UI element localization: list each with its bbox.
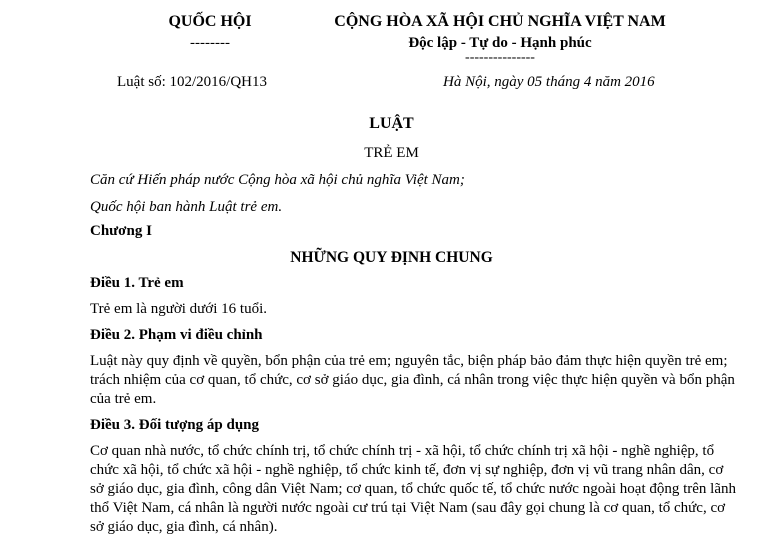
article-title: Điều 1. Trẻ em — [90, 275, 184, 291]
law-number: Luật số: 102/2016/QH13 — [117, 74, 267, 90]
article-title: Điều 3. Đối tượng áp dụng — [90, 417, 260, 433]
article-text: Cơ quan nhà nước, tổ chức chính trị, tổ chức chính trị - xã hội, tổ chức chính trị xã hội - nghề nghiệp, tổ chức xã hội, tổ chức xã hội - nghề nghiệp, tổ chức kinh tế, đơn vị sự nghiệp, đơn vị vũ trang nhân dân, cơ sở giáo dục, gia đình, công dân Việt Nam; cơ quan, tổ chức quốc tế, tổ chức nước ngoài hoạt động trên lãnh thổ Việt Nam, cá nhân là người nước ngoài cư trú tại Việt Nam (sau đây gọi chung là cơ quan, tổ chức, cơ sở giáo dục, gia đình, cá nhân). — [90, 443, 737, 535]
article-title: Điều 2. Phạm vi điều chỉnh — [90, 327, 263, 343]
article-text: Luật này quy định về quyền, bổn phận của trẻ em; nguyên tắc, biện pháp bảo đảm thực hiện quyền trẻ em; trách nhiệm của cơ quan, tổ chức, cơ sở giáo dục, gia đình, cá nhân trong việc thực hiện quyền và bổn phận của trẻ em. — [90, 353, 735, 407]
issuer-divider: -------- — [190, 35, 230, 51]
chapter-title: NHỮNG QUY ĐỊNH CHUNG — [290, 249, 493, 266]
article-text: Trẻ em là người dưới 16 tuổi. — [90, 301, 267, 317]
document-subtitle: TRẺ EM — [364, 145, 419, 161]
preamble-line: Căn cứ Hiến pháp nước Cộng hòa xã hội chủ nghĩa Việt Nam; — [90, 172, 465, 188]
issuer-name: QUỐC HỘI — [168, 13, 252, 30]
place-date: Hà Nội, ngày 05 tháng 4 năm 2016 — [443, 74, 655, 90]
motto-divider: --------------- — [465, 50, 535, 65]
document-title: LUẬT — [369, 115, 414, 132]
preamble-line: Quốc hội ban hành Luật trẻ em. — [90, 199, 283, 215]
national-name: CỘNG HÒA XÃ HỘI CHỦ NGHĨA VIỆT NAM — [334, 13, 666, 30]
national-motto: Độc lập - Tự do - Hạnh phúc — [408, 35, 592, 51]
chapter-label: Chương I — [90, 223, 152, 239]
